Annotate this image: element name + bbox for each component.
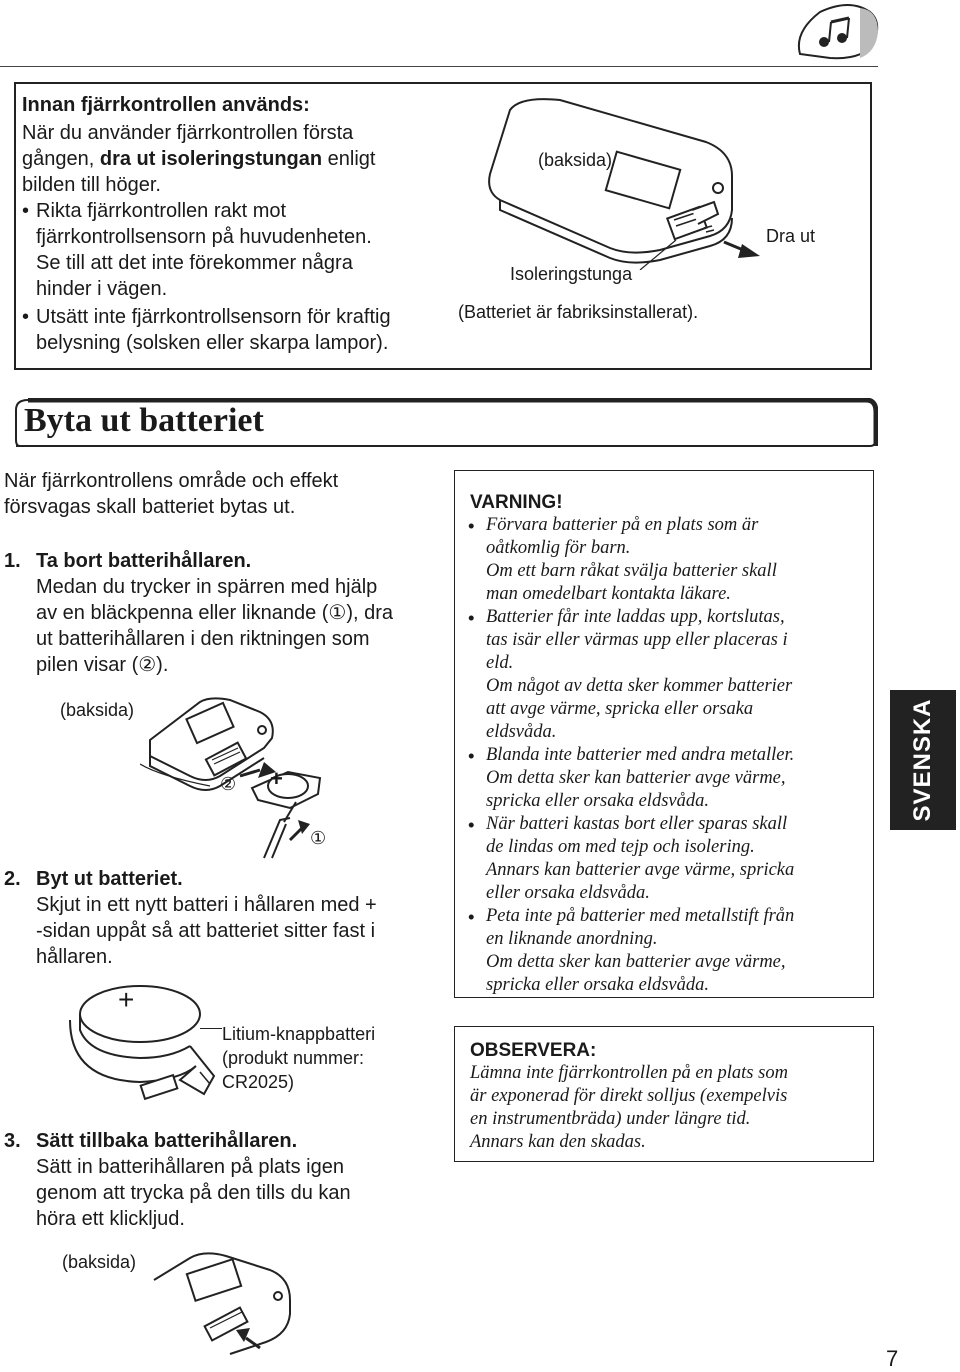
bullet-dot: •: [22, 306, 30, 328]
warning-title: VARNING!: [470, 492, 563, 513]
note-line-3: en instrumentbräda) under längre tid.: [470, 1109, 751, 1129]
step-3-line-3: höra ett klickljud.: [36, 1208, 185, 1230]
battery-label-line-2: (produkt nummer:: [222, 1048, 365, 1068]
fig3-back-label: (baksida): [62, 1252, 137, 1272]
intro-line-2: försvagas skall batteriet bytas ut.: [4, 496, 296, 518]
fig1-marker-1: ①: [310, 828, 327, 848]
language-tab: [890, 690, 956, 830]
header-rule: [0, 66, 878, 67]
warning-4-line-3: Annars kan batterier avge värme, spricka: [486, 860, 795, 880]
warning-3-line-3: spricka eller orsaka eldsvåda.: [486, 791, 709, 811]
bullet-dot: •: [468, 745, 475, 766]
pull-label: Dra ut: [766, 226, 816, 246]
warning-4-line-1: När batteri kastas bort eller sparas skall: [486, 814, 788, 834]
warning-2-line-6: eldsvåda.: [486, 722, 557, 742]
warning-3-line-2: Om detta sker kan batterier avge värme,: [486, 768, 786, 788]
page-number: 7: [886, 1346, 899, 1371]
bullet-dot: •: [468, 607, 475, 628]
back-label: (baksida): [538, 150, 613, 170]
bullet-dot: •: [468, 814, 475, 835]
warning-1-line-3: Om ett barn råkat svälja batterier skall: [486, 561, 777, 581]
warning-2-line-2: tas isär eller värmas upp eller placeras i: [486, 630, 788, 650]
music-notes-icon: [790, 2, 882, 67]
step-3-line-2: genom att trycka på den tills du kan: [36, 1182, 351, 1204]
step-1-line-1: Medan du trycker in spärren med hjälp: [36, 576, 378, 598]
info-bullet-1-line-3: Se till att det inte förekommer några: [36, 252, 353, 274]
warning-5-line-2: en liknande anordning.: [486, 929, 658, 949]
step-1-title: Ta bort batterihållaren.: [36, 550, 252, 572]
warning-3-line-1: Blanda inte batterier med andra metaller.: [486, 745, 795, 765]
remove-holder-figure: [140, 690, 360, 865]
warning-1-line-1: Förvara batterier på en plats som är: [486, 515, 759, 535]
step-1-line-4: pilen visar (②).: [36, 654, 169, 676]
insert-holder-figure: [150, 1250, 300, 1365]
tab-label: Isoleringstunga: [510, 264, 633, 284]
section-title: Byta ut batteriet: [24, 402, 264, 439]
info-bullet-2-line-1: Utsätt inte fjärrkontrollsensorn för kraftig: [36, 306, 391, 328]
bullet-dot: •: [468, 515, 475, 536]
step-3-title: Sätt tillbaka batterihållaren.: [36, 1130, 298, 1152]
info-title: Innan fjärrkontrollen används:: [22, 94, 310, 116]
step-1-line-2: av en bläckpenna eller liknande (①), dra: [36, 602, 394, 624]
fig1-marker-2: ②: [220, 774, 237, 794]
info-intro-line-1: När du använder fjärrkontrollen första: [22, 122, 354, 144]
warning-2-line-3: eld.: [486, 653, 514, 673]
step-2-number: 2.: [4, 868, 21, 890]
language-tab-label: SVENSKA: [909, 698, 936, 822]
info-bullet-1-line-1: Rikta fjärrkontrollen rakt mot: [36, 200, 287, 222]
warning-2-line-1: Batterier får inte laddas upp, kortslutas,: [486, 607, 785, 627]
note-title: OBSERVERA:: [470, 1040, 597, 1061]
info-bullet-1-line-4: hinder i vägen.: [36, 278, 168, 300]
info-bullet-1-line-2: fjärrkontrollsensorn på huvudenheten.: [36, 226, 372, 248]
warning-4-line-2: de lindas om med tejp och isolering.: [486, 837, 755, 857]
battery-caption: (Batteriet är fabriksinstallerat).: [458, 302, 699, 322]
warning-5-line-4: spricka eller orsaka eldsvåda.: [486, 975, 709, 995]
note-line-1: Lämna inte fjärrkontrollen på en plats som: [470, 1063, 788, 1083]
step-2-line-1: Skjut in ett nytt batteri i hållaren med +: [36, 894, 377, 916]
warning-5-line-1: Peta inte på batterier med metallstift från: [486, 906, 795, 926]
warning-2-line-5: att avge värme, spricka eller orsaka: [486, 699, 754, 719]
step-1-number: 1.: [4, 550, 21, 572]
step-3-number: 3.: [4, 1130, 21, 1152]
bullet-dot: •: [22, 200, 30, 222]
info-bullet-2-line-2: belysning (solsken eller skarpa lampor).: [36, 332, 389, 354]
remote-back-figure: [470, 90, 770, 275]
note-line-4: Annars kan den skadas.: [470, 1132, 646, 1152]
warning-1-line-4: man omedelbart kontakta läkare.: [486, 584, 731, 604]
step-1-line-3: ut batterihållaren i den riktningen som: [36, 628, 370, 650]
battery-holder-figure: [60, 980, 220, 1115]
step-2-title: Byt ut batteriet.: [36, 868, 183, 890]
info-intro-line-2: gången, dra ut isoleringstungan enligt: [22, 148, 376, 170]
fig2-plus-sign: +: [118, 984, 135, 1015]
note-line-2: är exponerad för direkt solljus (exempelvis: [470, 1086, 788, 1106]
info-intro-line-3: bilden till höger.: [22, 174, 161, 196]
step-2-line-3: hållaren.: [36, 946, 113, 968]
warning-4-line-4: eller orsaka eldsvåda.: [486, 883, 650, 903]
bullet-dot: •: [468, 906, 475, 927]
warning-5-line-3: Om detta sker kan batterier avge värme,: [486, 952, 786, 972]
warning-2-line-4: Om något av detta sker kommer batterier: [486, 676, 793, 696]
battery-label-line-3: CR2025): [222, 1072, 295, 1092]
fig1-plus-sign: +: [270, 766, 283, 791]
intro-line-1: När fjärrkontrollens område och effekt: [4, 470, 339, 492]
step-3-line-1: Sätt in batterihållaren på plats igen: [36, 1156, 344, 1178]
fig2-leader-line: [200, 1028, 222, 1029]
warning-1-line-2: oåtkomlig för barn.: [486, 538, 631, 558]
step-2-line-2: -sidan uppåt så att batteriet sitter fast i: [36, 920, 376, 942]
fig1-back-label: (baksida): [60, 700, 135, 720]
battery-label-line-1: Litium-knappbatteri: [222, 1024, 376, 1044]
